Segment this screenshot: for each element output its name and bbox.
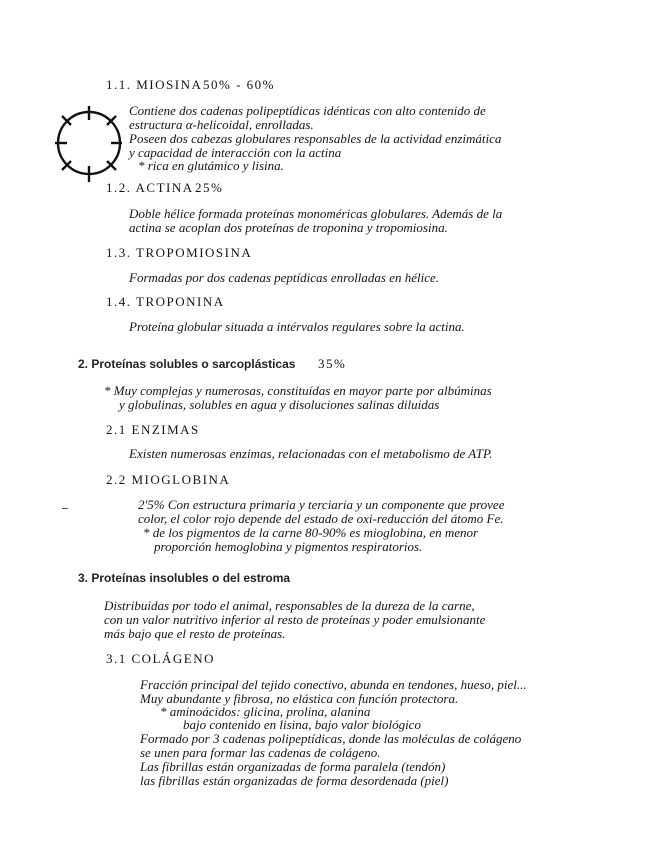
- text-line: * de los pigmentos de la carne 80-90% es mioglobina, en menor: [143, 525, 479, 540]
- text-line: Las fibrillas están organizadas de forma paralela (tendón): [140, 759, 446, 774]
- text-line: Doble hélice formada proteínas monoméricas globulares. Además de la: [129, 206, 503, 221]
- text-line: Formadas por dos cadenas peptídicas enrolladas en hélice.: [129, 270, 440, 285]
- text-line: proporción hemoglobina y pigmentos respiratorios.: [154, 539, 423, 554]
- text-line: Proteína globular situada a intérvalos regulares sobre la actina.: [129, 319, 465, 334]
- text-line: las fibrillas están organizadas de forma desordenada (piel): [140, 773, 449, 788]
- text-line: * rica en glutámico y lisina.: [138, 158, 284, 173]
- text-line: Existen numerosas enzimas, relacionadas con el metabolismo de ATP.: [129, 446, 493, 461]
- section-heading-actina: 1.2. ACTINA: [106, 180, 194, 195]
- text-line: Poseen dos cabezas globulares responsables de la actividad enzimática: [129, 131, 502, 146]
- text-line: color, el color rojo depende del estado de oxi-reducción del átomo Fe.: [138, 511, 504, 526]
- text-line: Fracción principal del tejido conectivo, abunda en tendones, hueso, piel...: [140, 677, 527, 692]
- text-line: Formado por 3 cadenas polipeptídicas, donde las moléculas de colágeno: [140, 731, 522, 746]
- text-line: y capacidad de interacción con la actina: [129, 145, 342, 160]
- text-line: Muy abundante y fibrosa, no elástica con función protectora.: [140, 691, 459, 706]
- section-heading-enzimas: 2.1 ENZIMAS: [106, 422, 200, 437]
- section-heading-proteinas-insolubles: 3. Proteínas insolubles o del estroma: [78, 571, 291, 585]
- section-percentage: 50% - 60%: [203, 77, 275, 92]
- section-percentage: 25%: [195, 180, 224, 195]
- text-line: estructura α-helicoidal, enrolladas.: [129, 117, 314, 132]
- text-line: Distribuidas por todo el animal, responsables de la dureza de la carne,: [104, 598, 475, 613]
- section-heading-colageno: 3.1 COLÁGENO: [106, 651, 215, 666]
- section-heading-miosina: 1.1. MIOSINA: [106, 77, 203, 92]
- text-line: más bajo que el resto de proteínas.: [104, 626, 286, 641]
- text-line: bajo contenido en lisina, bajo valor biológico: [183, 717, 421, 732]
- section-heading-proteinas-solubles: 2. Proteínas solubles o sarcoplásticas: [78, 357, 296, 371]
- text-line: se unen para formar las cadenas de colágeno.: [140, 745, 381, 760]
- text-line: actina se acoplan dos proteínas de troponina y tropomiosina.: [129, 220, 448, 235]
- text-line: y globulinas, solubles en agua y disoluciones salinas diluidas: [119, 397, 440, 412]
- myosin-ring-diagram: [52, 104, 122, 184]
- text-line: * aminoácidos: glicina, prolina, alanina: [160, 704, 371, 719]
- section-heading-tropomiosina: 1.3. TROPOMIOSINA: [106, 245, 253, 260]
- text-line: con un valor nutritivo inferior al resto de proteínas y poder emulsionante: [104, 612, 486, 627]
- text-line: * Muy complejas y numerosas, constituídas en mayor parte por albúminas: [104, 383, 492, 398]
- section-percentage: 35%: [318, 356, 347, 371]
- section-heading-mioglobina: 2.2 MIOGLOBINA: [106, 472, 231, 487]
- text-line: Contiene dos cadenas polipeptídicas idénticas con alto contenido de: [129, 103, 486, 118]
- text-line: 2'5% Con estructura primaria y terciaria y un componente que provee: [138, 497, 505, 512]
- margin-dash: [62, 508, 68, 509]
- section-heading-troponina: 1.4. TROPONINA: [106, 294, 225, 309]
